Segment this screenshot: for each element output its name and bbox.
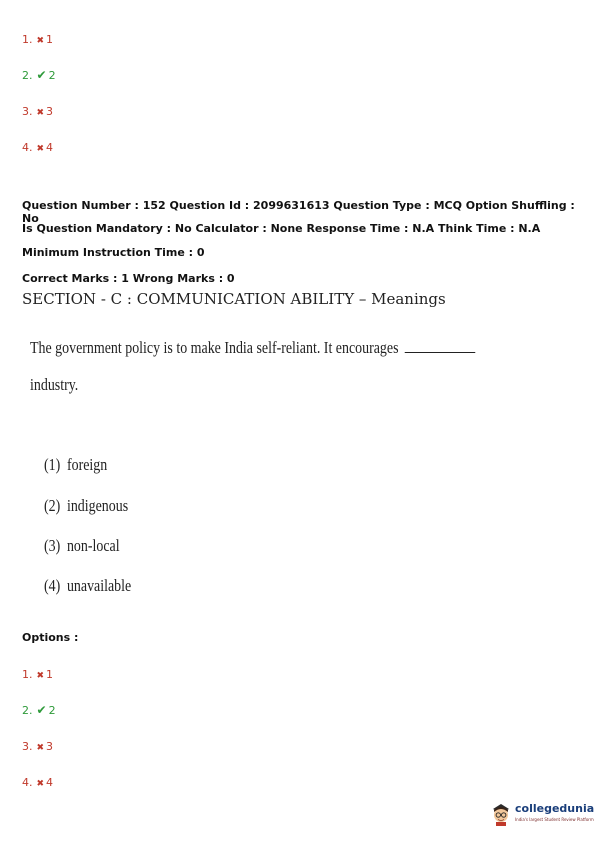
answer-option-3: [22, 740, 53, 753]
choice-text: non-local: [66, 536, 120, 555]
option-number: 3.: [22, 740, 33, 753]
option-number: 2.: [22, 69, 33, 82]
option-number: 3.: [22, 105, 33, 118]
choice-number: (4): [44, 576, 61, 595]
question-meta-line-1: Question Number : 152 Question Id : 2099631613 Question Type : MCQ Option Shuffling : No: [22, 199, 575, 225]
options-label: Options :: [22, 631, 79, 644]
question-text-line-1: [30, 338, 476, 358]
check-icon: ✔: [36, 68, 47, 82]
choice-1: [44, 455, 107, 475]
answer-option-3: [22, 105, 53, 118]
option-number: 1.: [22, 668, 33, 681]
choice-2: [44, 496, 128, 516]
option-value: 1: [46, 33, 54, 46]
option-number: 4.: [22, 141, 33, 154]
option-value: 1: [46, 668, 54, 681]
cross-icon: ✖: [36, 108, 45, 118]
cross-icon: ✖: [36, 36, 45, 46]
option-value: 4: [46, 141, 54, 154]
logo-name: collegedunia: [515, 802, 595, 815]
choice-number: (3): [44, 536, 61, 555]
collegedunia-logo: [490, 800, 595, 830]
question-text: The government policy is to make India self-reliant. It encourages: [30, 338, 399, 357]
option-number: 2.: [22, 704, 33, 717]
answer-option-1: [22, 33, 53, 46]
option-value: 4: [46, 776, 54, 789]
cross-icon: ✖: [36, 779, 45, 789]
choice-4: [44, 576, 131, 596]
choice-text: indigenous: [66, 496, 129, 515]
logo-tagline: India's largest Student Review Platform: [515, 817, 594, 822]
option-value: 2: [48, 69, 56, 82]
question-meta-line-3: Minimum Instruction Time : 0: [22, 246, 205, 259]
check-icon: ✔: [36, 703, 47, 717]
cross-icon: ✖: [36, 144, 45, 154]
choice-3: [44, 536, 120, 556]
option-value: 2: [48, 704, 56, 717]
question-meta-line-4: Correct Marks : 1 Wrong Marks : 0: [22, 272, 235, 285]
option-number: 1.: [22, 33, 33, 46]
fill-in-blank: [405, 351, 476, 353]
answer-option-4: [22, 776, 53, 789]
answer-option-2: [22, 68, 56, 82]
cross-icon: ✖: [36, 743, 45, 753]
cross-icon: ✖: [36, 671, 45, 681]
option-number: 4.: [22, 776, 33, 789]
option-value: 3: [46, 105, 54, 118]
choice-number: (2): [44, 496, 61, 515]
section-heading: SECTION - C : COMMUNICATION ABILITY – Meanings: [22, 290, 446, 308]
choice-number: (1): [44, 455, 61, 474]
option-value: 3: [46, 740, 54, 753]
question-meta-line-2: Is Question Mandatory : No Calculator : None Response Time : N.A Think Time : N.A: [22, 222, 541, 235]
answer-option-4: [22, 141, 53, 154]
student-mascot-icon: [490, 800, 512, 826]
answer-option-1: [22, 668, 53, 681]
choice-text: foreign: [66, 455, 108, 474]
choice-text: unavailable: [66, 576, 132, 595]
answer-option-2: [22, 703, 56, 717]
question-text-line-2: industry.: [30, 375, 79, 394]
